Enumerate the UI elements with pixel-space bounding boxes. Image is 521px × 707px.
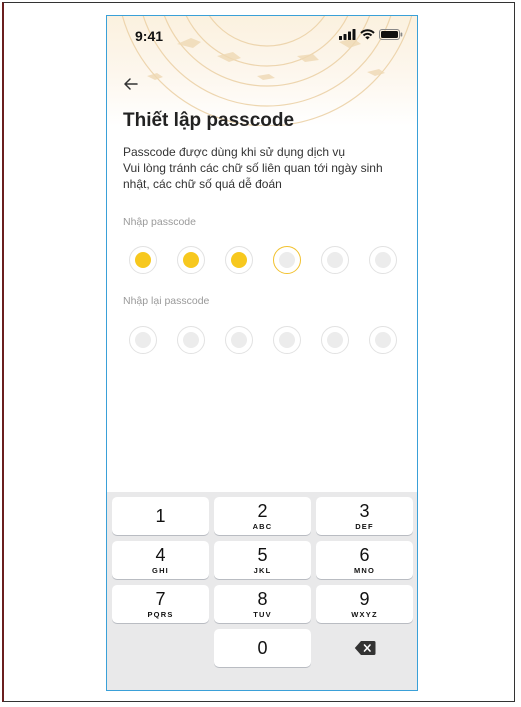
key-8[interactable] xyxy=(214,585,311,623)
passcode-dot-filled xyxy=(183,252,199,268)
phone-screen xyxy=(106,15,418,691)
enter-passcode-field[interactable] xyxy=(129,246,397,274)
passcode-dot xyxy=(321,246,349,274)
key-digit: 1 xyxy=(155,506,166,526)
key-7[interactable] xyxy=(112,585,209,623)
arrow-left-icon xyxy=(119,72,143,96)
passcode-dot-empty xyxy=(183,332,199,348)
passcode-dot-empty xyxy=(375,332,391,348)
backspace-icon xyxy=(354,640,376,656)
passcode-dot-empty xyxy=(279,332,295,348)
key-letters: WXYZ xyxy=(351,609,378,619)
passcode-dot-empty xyxy=(327,252,343,268)
status-icons xyxy=(339,29,403,40)
passcode-dot xyxy=(369,246,397,274)
key-digit: 0 xyxy=(257,638,268,658)
key-0[interactable] xyxy=(214,629,311,667)
description-line-2: Vui lòng tránh các chữ số liên quan tới ngày sinh nhật, các chữ số quá dễ đoán xyxy=(123,161,383,191)
key-letters: PQRS xyxy=(147,609,174,619)
passcode-dot-empty xyxy=(375,252,391,268)
key-digit: 9 xyxy=(359,588,370,609)
key-digit: 3 xyxy=(359,500,370,521)
key-1[interactable] xyxy=(112,497,209,535)
key-digit: 7 xyxy=(155,588,166,609)
passcode-dot-empty xyxy=(231,332,247,348)
delete-key[interactable] xyxy=(316,629,413,667)
passcode-dot xyxy=(225,326,253,354)
wifi-icon xyxy=(360,29,375,40)
battery-icon xyxy=(379,29,403,40)
key-digit: 5 xyxy=(257,544,268,565)
enter-passcode-label: Nhập passcode xyxy=(123,216,196,228)
passcode-dot xyxy=(369,326,397,354)
key-3[interactable] xyxy=(316,497,413,535)
reenter-passcode-field[interactable] xyxy=(129,326,397,354)
key-letters: TUV xyxy=(253,609,272,619)
passcode-dot xyxy=(177,246,205,274)
key-letters: DEF xyxy=(355,521,374,531)
key-digit: 8 xyxy=(257,588,268,609)
passcode-dot xyxy=(321,326,349,354)
passcode-dot xyxy=(177,326,205,354)
key-digit: 2 xyxy=(257,500,268,521)
key-letters: GHI xyxy=(152,565,169,575)
page-title: Thiết lập passcode xyxy=(123,110,295,131)
status-time: 9:41 xyxy=(135,28,164,44)
key-digit: 6 xyxy=(359,544,370,565)
passcode-dot-filled xyxy=(135,252,151,268)
status-bar xyxy=(107,16,417,52)
passcode-dot xyxy=(273,326,301,354)
signal-icon xyxy=(339,29,356,40)
key-digit: 4 xyxy=(155,544,166,565)
passcode-dot-filled xyxy=(231,252,247,268)
back-button[interactable] xyxy=(119,72,143,96)
passcode-dot-empty xyxy=(279,252,295,268)
key-6[interactable] xyxy=(316,541,413,579)
description-line-1: Passcode được dùng khi sử dụng dịch vụ xyxy=(123,145,346,159)
key-9[interactable] xyxy=(316,585,413,623)
passcode-dot xyxy=(129,326,157,354)
passcode-dot-empty xyxy=(135,332,151,348)
key-letters: ABC xyxy=(252,521,273,531)
key-4[interactable] xyxy=(112,541,209,579)
passcode-dot xyxy=(273,246,301,274)
key-letters: MNO xyxy=(353,565,376,575)
key-2[interactable] xyxy=(214,497,311,535)
key-letters: JKL xyxy=(253,565,272,575)
numeric-keypad xyxy=(107,492,417,690)
passcode-dot-empty xyxy=(327,332,343,348)
reenter-passcode-label: Nhập lại passcode xyxy=(123,295,210,307)
passcode-dot xyxy=(225,246,253,274)
key-5[interactable] xyxy=(214,541,311,579)
passcode-dot xyxy=(129,246,157,274)
description xyxy=(123,144,408,192)
